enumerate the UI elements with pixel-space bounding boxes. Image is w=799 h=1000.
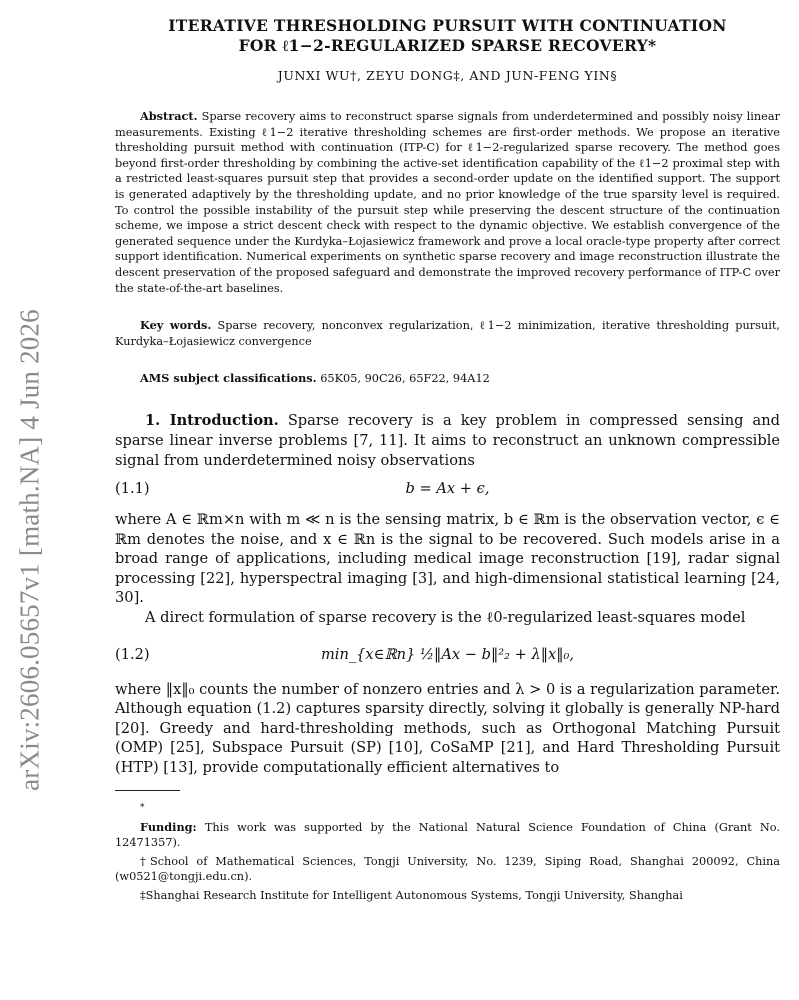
abstract-text: Sparse recovery aims to reconstruct sparse signals from underdetermined and possibly noisy linear measurements. Existing ℓ1−2 iterative thresholding schemes are first-order methods. We propose an iterative thresholding pursuit method with continuation (ITP-C) for ℓ1−2-regularized sparse recovery. The method goes beyond first-order thresholding by combining the active-set identification capability of the ℓ1−2 proximal step with a restricted least-squares pursuit step that provides a second-order update on the identified support. The support is generated adaptively by the thresholding update, and no prior knowledge of the true sparsity level is required. To control the possible instability of the pursuit step while preserving the descent structure of the continuation scheme, we impose a strict descent check with respect to the dynamic objective. We establish convergence of the generated sequence under the Kurdyka–Łojasiewicz framework and prove a local oracle-type property after correct support identification. Numerical experiments on synthetic sparse recovery and image reconstruction illustrate the descent preservation of the proposed safeguard and demonstrate the improved recovery performance of ITP-C over the state-of-the-art baselines. (115, 110, 780, 295)
footnote-affiliation-1: †School of Mathematical Sciences, Tongji University, No. 1239, Siping Road, Shanghai 200092, China (w0521@tongji.edu.cn). (115, 855, 780, 884)
title-line-2: FOR ℓ1−2-REGULARIZED SPARSE RECOVERY* (238, 36, 657, 55)
intro-paragraph-1 (115, 411, 780, 470)
ams-classifications (115, 371, 780, 385)
abstract (115, 109, 780, 296)
funding-label: Funding: (140, 820, 197, 835)
keywords-text: Sparse recovery, nonconvex regularization, ℓ1−2 minimization, iterative thresholding pursuit, Kurdyka–Łojasiewicz convergence (115, 319, 780, 348)
keywords (115, 318, 780, 349)
intro-paragraph-2: where A ∈ ℝm×n with m ≪ n is the sensing matrix, b ∈ ℝm is the observation vector, ϵ ∈ ℝm denotes the noise, and x ∈ ℝn is the signal to be recovered. Such models arise in a broad range of applications, including medical image reconstruction [19], radar signal processing [22], hyperspectral imaging [3], and high-dimensional statistical learning [24, 30]. (115, 511, 780, 607)
intro-paragraph-4: where ‖x‖₀ counts the number of nonzero entries and λ > 0 is a regularization parameter. Although equation (1.2) captures sparsity directly, solving it globally is generally NP-hard [20]. Greedy and hard-thresholding methods, such as Orthogonal Matching Pursuit (OMP) [25], Subspace Pursuit (SP) [10], CoSaMP [21], and Hard Thresholding Pursuit (HTP) [13], provide computationally efficient alternatives to (115, 680, 780, 777)
equation-number: (1.2) (115, 645, 150, 663)
arxiv-stamp (0, 200, 60, 900)
funding-text: This work was supported by the National Natural Science Foundation of China (Grant No. 12471357). (115, 821, 781, 850)
ams-label: AMS subject classifications. (140, 371, 317, 386)
intro-paragraph-3: A direct formulation of sparse recovery is the ℓ0-regularized least-squares model (145, 609, 746, 627)
title-line-1: ITERATIVE THRESHOLDING PURSUIT WITH CONTINUATION (168, 16, 727, 35)
footnote-funding (115, 820, 780, 850)
footnotes (115, 801, 780, 904)
footnote-affiliation-2: ‡Shanghai Research Institute for Intelligent Autonomous Systems, Tongji University, Shanghai (140, 889, 683, 903)
footnote-divider (115, 790, 180, 791)
intro-p1-text: Sparse recovery is a key problem in compressed sensing and sparse linear inverse problems [7, 11]. It aims to reconstruct an unknown compressible signal from underdetermined noisy observations (115, 412, 780, 469)
equation-1-1 (115, 470, 780, 510)
equation-body: min_{x∈ℝn} ½‖Ax − b‖²₂ + λ‖x‖₀, (320, 645, 575, 663)
abstract-label: Abstract. (140, 109, 198, 123)
keywords-label: Key words. (140, 318, 212, 333)
equation-1-2 (115, 628, 780, 680)
ams-text: 65K05, 90C26, 65F22, 94A12 (320, 372, 490, 386)
arxiv-identifier[interactable]: arXiv:2606.05657v1 [math.NA] 4 Jun 2026 (14, 309, 45, 791)
footnote-marker: * (140, 802, 145, 813)
section-heading: 1. Introduction. (145, 412, 279, 430)
footnote-star-mark (115, 801, 780, 819)
author-list: JUNXI WU†, ZEYU DONG‡, AND JUN-FENG YIN§ (277, 68, 618, 83)
equation-number: (1.1) (115, 480, 150, 498)
paper-title (115, 16, 780, 56)
paper-content (115, 16, 780, 907)
equation-body: b = Ax + ϵ, (405, 480, 490, 498)
